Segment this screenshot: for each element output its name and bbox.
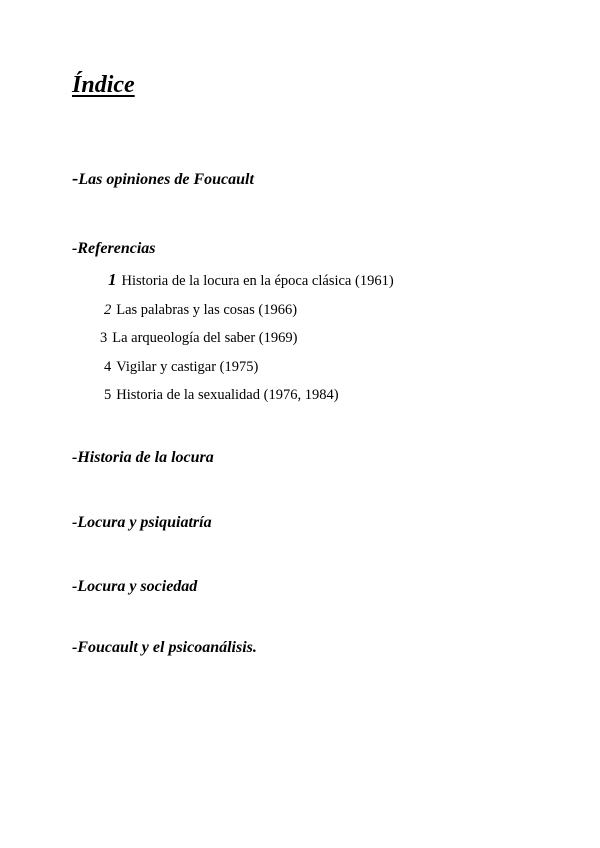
section-dash: - bbox=[72, 449, 78, 466]
reference-item bbox=[104, 359, 258, 376]
section-dash: - bbox=[72, 639, 78, 656]
section-locura-psiquiatria bbox=[72, 513, 212, 532]
section-label: Locura y sociedad bbox=[77, 578, 198, 595]
reference-item bbox=[108, 270, 394, 290]
section-dash: - bbox=[72, 240, 78, 257]
reference-item bbox=[100, 330, 297, 347]
reference-number: 3 bbox=[100, 330, 108, 346]
section-historia-locura bbox=[72, 448, 214, 467]
section-label: Historia de la locura bbox=[77, 449, 214, 466]
section-referencias bbox=[72, 239, 156, 258]
section-dash: - bbox=[72, 578, 78, 595]
reference-text: Historia de la locura en la época clásica (1961) bbox=[121, 273, 394, 289]
section-locura-sociedad bbox=[72, 577, 197, 596]
reference-number: 2 bbox=[104, 302, 112, 318]
section-label: Locura y psiquiatría bbox=[77, 514, 212, 531]
reference-text: Vigilar y castigar (1975) bbox=[116, 359, 259, 375]
reference-item bbox=[104, 302, 297, 319]
section-label: Foucault y el psicoanálisis. bbox=[77, 639, 257, 656]
section-opiniones-foucault bbox=[72, 168, 254, 191]
reference-text: Historia de la sexualidad (1976, 1984) bbox=[116, 387, 339, 403]
section-foucault-psicoanalisis bbox=[72, 638, 257, 657]
section-dash: - bbox=[72, 514, 78, 531]
reference-number: 5 bbox=[104, 387, 112, 403]
reference-text: Las palabras y las cosas (1966) bbox=[116, 302, 298, 318]
reference-number: 1 bbox=[108, 270, 117, 289]
reference-text: La arqueología del saber (1969) bbox=[112, 330, 298, 346]
section-dash: - bbox=[72, 168, 79, 189]
reference-number: 4 bbox=[104, 359, 112, 375]
section-label: Las opiniones de Foucault bbox=[78, 171, 254, 188]
page-title: Índice bbox=[72, 72, 135, 98]
reference-item bbox=[104, 387, 339, 404]
section-label: Referencias bbox=[77, 240, 156, 257]
